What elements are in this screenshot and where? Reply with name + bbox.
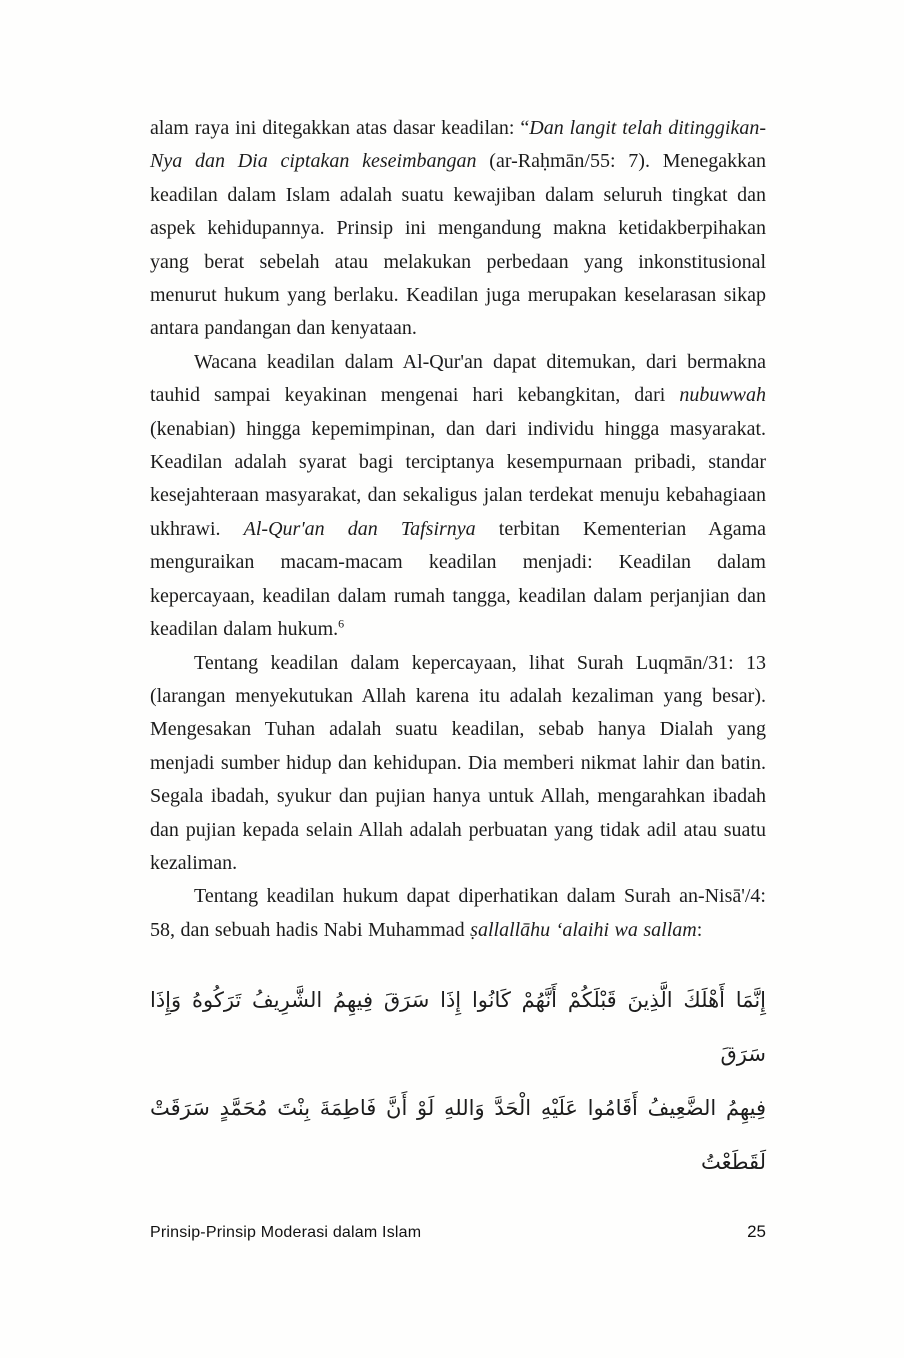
text-run: alam raya ini ditegakkan atas dasar keadilan: “: [150, 117, 530, 139]
paragraph: [150, 112, 766, 346]
page-body: [150, 112, 766, 1189]
text-run: Tentang keadilan dalam kepercayaan, lihat Surah Luqmān/31: 13 (larangan menyekutukan Allah karena itu adalah kezaliman yang besar). Mengesakan Tuhan adalah suatu keadilan, sebab hanya Dialah yang menjadi sumber hidup dan kehidupan. Dia memberi nikmat lahir dan batin. Segala ibadah, syukur dan pujian hanya untuk Allah, mengarahkan ibadah dan pujian kepada selain Allah adalah perbuatan yang tidak adil atau suatu kezaliman.: [150, 651, 766, 874]
footer-book-title: Prinsip-Prinsip Moderasi dalam Islam: [150, 1224, 422, 1241]
text-run: Dan langit telah ditinggikan-Nya dan Dia ciptakan keseimbangan: [150, 117, 767, 173]
text-run: Wacana keadilan dalam Al-Qur'an dapat ditemukan, dari bermakna tauhid sampai keyakinan mengenai hari kebangkitan, dari: [150, 350, 766, 407]
footer-page-number: 25: [747, 1222, 766, 1241]
text-run: Tentang keadilan hukum dapat diperhatikan dalam Surah an-Nisā'/4: 58, dan sebuah hadis Nabi Muhammad: [150, 885, 766, 941]
page-footer: [150, 1222, 766, 1242]
text-run: terbitan Kementerian Agama menguraikan macam-macam keadilan menjadi: Keadilan dalam kepercayaan, keadilan dalam rumah tangga, keadilan dalam perjanjian dan keadilan dalam hukum.: [150, 517, 766, 641]
text-run: (kenabian) hingga kepemimpinan, dan dari individu hingga masyarakat. Keadilan adalah syarat bagi terciptanya kesempurnaan pribadi, standar kesejahteraan masyarakat, dan sekaligus jalan terdekat menuju kebahagiaan ukhrawi.: [150, 417, 766, 540]
paragraph: [150, 647, 766, 881]
paragraph: [150, 880, 766, 947]
footnote-marker: 6: [338, 616, 345, 631]
paragraph: [150, 346, 766, 647]
text-run: nubuwwah: [679, 384, 766, 407]
text-run: Al-Qur'an dan Tafsirnya: [243, 517, 476, 540]
arabic-hadith-line-2: فِيهِمُ الضَّعِيفُ أَقَامُوا عَلَيْهِ الْحَدَّ وَاللهِ لَوْ أَنَّ فَاطِمَةَ بِنْتَ مُحَمَّدٍ سَرَقَتْ لَقَطَعْتُ: [150, 1096, 766, 1175]
text-run: :: [696, 918, 703, 941]
text-run: ṣallallāhu ‘alaihi wa sallam: [470, 918, 697, 941]
arabic-hadith-line-1: إِنَّمَا أَهْلَكَ الَّذِينَ قَبْلَكُمْ أَنَّهُمْ كَانُوا إِذَا سَرَقَ فِيهِمُ الشَّرِيفُ تَرَكُوهُ وَإِذَا سَرَقَ: [150, 988, 766, 1067]
arabic-hadith: [150, 973, 766, 1189]
paragraphs-container: [150, 112, 766, 947]
text-run: (ar-Raḥmān/55: 7). Menegakkan keadilan dalam Islam adalah suatu kewajiban dalam seluruh tingkat dan aspek kehidupannya. Prinsip ini mengandung makna ketidakberpihakan yang berat sebelah atau melakukan perbedaan yang inkonstitusional menurut hukum yang berlaku. Keadilan juga merupakan keselarasan sikap antara pandangan dan kenyataan.: [150, 150, 767, 340]
